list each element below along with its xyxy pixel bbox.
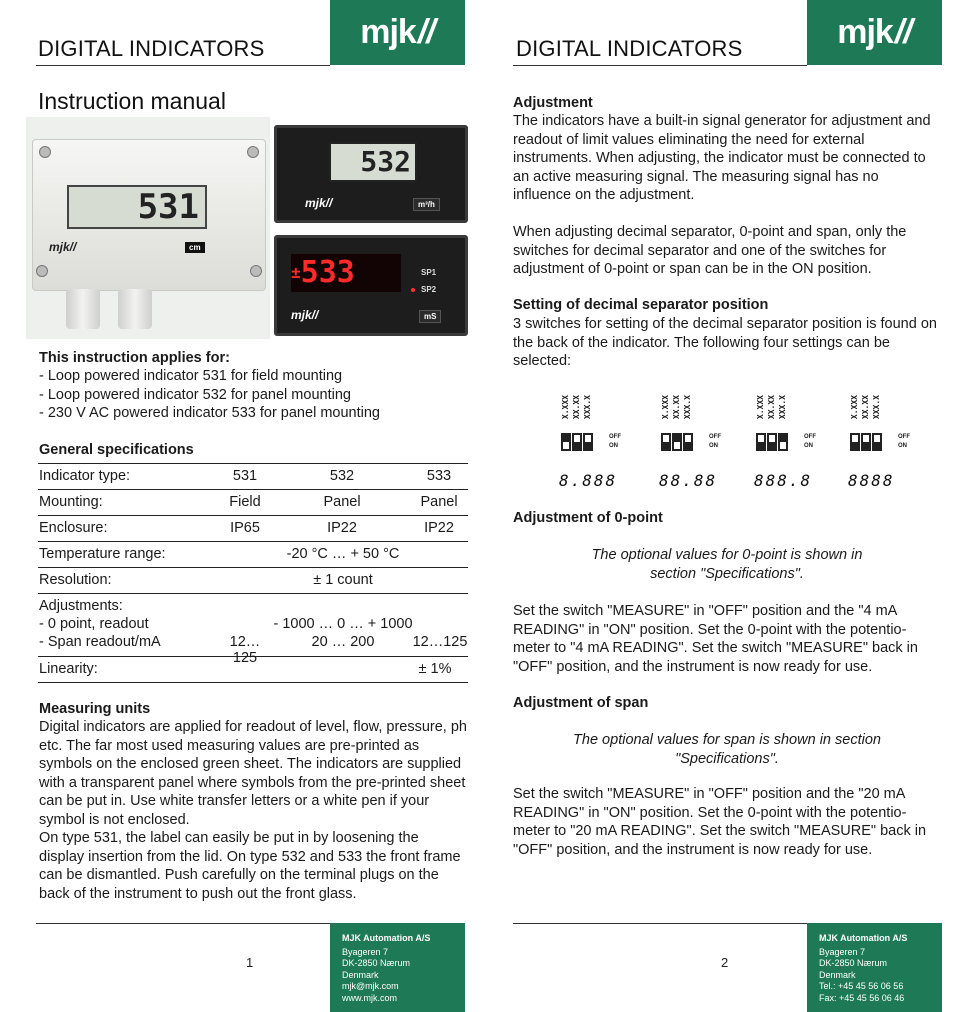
dip-switch-icon xyxy=(572,433,582,451)
units-heading: Measuring units xyxy=(39,701,151,717)
sign-indicator: ± xyxy=(291,263,301,282)
off-label: OFF xyxy=(898,434,910,440)
applies-item: - 230 V AC powered indicator 533 for panel mounting xyxy=(39,405,380,421)
address-line: DK-2850 Nærum xyxy=(342,958,411,969)
switch-knob xyxy=(574,435,580,442)
spec-cell: 20 … 200 xyxy=(311,634,375,650)
lcd-display: 532 xyxy=(329,142,417,182)
spec-cell: IP22 xyxy=(327,520,357,536)
span-note: The optional values for span is shown in section "Specifications". xyxy=(573,732,881,767)
spec-cell: Panel xyxy=(323,494,361,510)
on-label: ON xyxy=(609,443,618,449)
spec-row-resolution xyxy=(38,568,468,594)
logo-slashes: // xyxy=(417,13,435,51)
switch-label: X.XXX xyxy=(850,395,859,420)
footer-rule xyxy=(513,923,807,924)
spec-table xyxy=(38,463,468,683)
unit-label: cm xyxy=(185,242,205,253)
switch-label: XXX.X xyxy=(872,395,881,420)
photo-indicator-532 xyxy=(274,125,468,223)
dip-switch-icon xyxy=(683,433,693,451)
spec-row-indicator xyxy=(38,463,468,490)
switch-label: XXX.X xyxy=(683,395,692,420)
dip-switch-setting xyxy=(756,395,826,455)
header-rule xyxy=(513,65,807,66)
setpoint-2-label: SP2 xyxy=(421,285,437,294)
brand-mark: mjk// xyxy=(305,196,333,210)
on-label: ON xyxy=(898,443,907,449)
span-body: Set the switch "MEASURE" in "OFF" position and the "20 mA READING" in "ON" position. Set the 0-point with the potentio-meter to "20 mA READING". Set the switch "MEASURE" back in "OFF" position, and the instrument is now ready for use. xyxy=(513,786,927,858)
switch-label: XXX.X xyxy=(583,395,592,420)
spec-row-temperature xyxy=(38,542,468,568)
cable-gland-icon xyxy=(118,289,152,329)
dip-switch-setting xyxy=(661,395,731,455)
phone-line: Tel.: +45 45 56 06 56 xyxy=(819,981,904,992)
off-label: OFF xyxy=(709,434,721,440)
span-heading: Adjustment of span xyxy=(513,695,649,711)
spec-label: Linearity: xyxy=(39,661,98,677)
switch-label: XX.XX xyxy=(572,395,581,420)
switch-label: XX.XX xyxy=(861,395,870,420)
on-label: ON xyxy=(709,443,718,449)
photo-indicator-531 xyxy=(26,117,270,339)
page-number: 2 xyxy=(721,955,729,970)
decimal-heading: Setting of decimal separator position xyxy=(513,297,769,313)
dip-switch-icon xyxy=(672,433,682,451)
dip-switch-setting xyxy=(850,395,920,455)
spec-cell: - 1000 … 0 … + 1000 xyxy=(273,616,413,632)
display-readout: 888.8 xyxy=(754,471,813,490)
spec-label: Mounting: xyxy=(39,494,103,510)
zero-heading: Adjustment of 0-point xyxy=(513,510,663,526)
spec-row-adjustments xyxy=(38,594,468,666)
switch-label: XXX.X xyxy=(778,395,787,420)
setpoint-1-label: SP1 xyxy=(421,268,437,277)
company-name: MJK Automation A/S xyxy=(342,933,431,943)
spec-row-mounting xyxy=(38,490,468,516)
spec-cell: ± 1% xyxy=(418,661,452,677)
unit-label: m³/h xyxy=(413,198,440,211)
spec-label: - Span readout/mA xyxy=(39,634,161,650)
spec-cell: 531 xyxy=(232,468,258,484)
spec-cell: Field xyxy=(229,494,261,510)
fax-line: Fax: +45 45 56 06 46 xyxy=(819,992,905,1003)
screw-icon xyxy=(36,265,48,277)
switch-knob xyxy=(863,435,869,442)
spec-label: Adjustments: xyxy=(39,598,123,614)
spec-cell: 12…125 xyxy=(229,634,261,666)
spec-cell: ± 1 count xyxy=(313,572,373,588)
led-digits: 533 xyxy=(300,255,355,290)
zero-note: The optional values for 0-point is shown in section "Specifications". xyxy=(591,547,863,582)
switch-knob xyxy=(674,442,680,449)
address-line: DK-2850 Nærum xyxy=(819,958,888,969)
footer-rule xyxy=(36,923,330,924)
off-label: OFF xyxy=(609,434,621,440)
screw-icon xyxy=(39,146,51,158)
header-rule xyxy=(36,65,330,66)
switch-knob xyxy=(585,435,591,442)
led-display xyxy=(291,254,401,292)
switch-knob xyxy=(758,435,764,442)
applies-item: - Loop powered indicator 532 for panel mounting xyxy=(39,387,351,403)
display-readout: 88.88 xyxy=(659,471,718,490)
spec-cell: Panel xyxy=(420,494,458,510)
adjustment-heading: Adjustment xyxy=(513,95,593,111)
company-name: MJK Automation A/S xyxy=(819,933,908,943)
spec-row-linearity xyxy=(38,657,468,683)
spec-label: Resolution: xyxy=(39,572,112,588)
logo-text: mjk xyxy=(360,13,416,51)
address-line: Byageren 7 xyxy=(342,946,389,957)
switch-knob xyxy=(852,435,858,442)
switch-knob xyxy=(769,435,775,442)
mjk-logo xyxy=(330,0,465,65)
dip-switch-icon xyxy=(778,433,788,451)
company-address xyxy=(807,923,942,1012)
logo-slashes: // xyxy=(894,13,912,51)
off-label: OFF xyxy=(804,434,816,440)
dip-switch-icon xyxy=(861,433,871,451)
switch-label: X.XXX xyxy=(756,395,765,420)
dip-switch-icon xyxy=(583,433,593,451)
spec-cell: IP65 xyxy=(230,520,260,536)
switch-label: XX.XX xyxy=(672,395,681,420)
dip-switch-icon xyxy=(850,433,860,451)
email-link[interactable]: mjk@mjk.com xyxy=(342,981,399,992)
switch-knob xyxy=(685,435,691,442)
spec-label: Indicator type: xyxy=(39,468,131,484)
screw-icon xyxy=(250,265,262,277)
brand-mark: mjk// xyxy=(291,308,319,322)
adjustment-body: When adjusting decimal separator, 0-point and span, only the switches for decimal separator and one of the switches for adjustment of 0-point or span can be in the ON position. xyxy=(513,224,907,278)
page-header: DIGITAL INDICATORS xyxy=(516,36,743,61)
switch-knob xyxy=(874,435,880,442)
unit-label: mS xyxy=(419,310,441,323)
dip-switch-icon xyxy=(872,433,882,451)
spec-label: Enclosure: xyxy=(39,520,108,536)
switch-label: X.XXX xyxy=(561,395,570,420)
page-header: DIGITAL INDICATORS xyxy=(38,36,265,61)
page-number: 1 xyxy=(246,955,254,970)
spec-cell: 533 xyxy=(426,468,452,484)
switch-knob xyxy=(563,442,569,449)
dip-switch-icon xyxy=(767,433,777,451)
spec-cell: IP22 xyxy=(424,520,454,536)
led-indicator-icon xyxy=(411,288,415,292)
page-2 xyxy=(477,0,954,1012)
units-body: Digital indicators are applied for readout of level, flow, pressure, ph etc. The far most used measuring values are pre-printed as symbols on the enclosed green sheet. The indicators are supplied with a transparent panel where symbols from the pre-printed sheet can be put in. Use white transfer letters or a white pen if your symbol is not enclosed. xyxy=(39,719,467,828)
brand-mark: mjk// xyxy=(49,240,77,254)
website-link[interactable]: www.mjk.com xyxy=(342,992,398,1003)
enclosure-lid xyxy=(32,139,266,291)
address-line: Denmark xyxy=(342,969,379,980)
zero-body: Set the switch "MEASURE" in "OFF" position and the "4 mA READING" in "ON" position. Set the 0-point with the potentio-meter to "4 mA READING". Set the switch "MEASURE" back in "OFF" position, and the instrument is now ready for use. xyxy=(513,603,918,675)
dip-switch-icon xyxy=(561,433,571,451)
mjk-logo xyxy=(807,0,942,65)
dip-switch-icon xyxy=(756,433,766,451)
dip-switch-setting xyxy=(561,395,631,455)
switch-knob xyxy=(780,442,786,449)
address-line: Byageren 7 xyxy=(819,946,866,957)
spec-cell: 532 xyxy=(329,468,355,484)
cable-gland-icon xyxy=(66,289,100,329)
switch-label: XX.XX xyxy=(767,395,776,420)
logo-text: mjk xyxy=(837,13,893,51)
adjustment-body: The indicators have a built-in signal generator for adjustment and readout of limit values eliminating the need for external instruments. When adjusting, the indicator must be connected to an active measuring signal. The measuring signal has no influence on the adjustment. xyxy=(513,113,931,204)
display-readout: 8.888 xyxy=(559,471,618,490)
lcd-display: 531 xyxy=(67,185,207,229)
spec-cell: -20 °C … + 50 °C xyxy=(286,546,400,562)
display-readout: 8888 xyxy=(848,471,895,490)
spec-row-enclosure xyxy=(38,516,468,542)
photo-indicator-533 xyxy=(274,235,468,336)
company-address xyxy=(330,923,465,1012)
spec-label: Temperature range: xyxy=(39,546,166,562)
spec-label: - 0 point, readout xyxy=(39,616,149,632)
applies-heading: This instruction applies for: xyxy=(39,350,230,366)
address-line: Denmark xyxy=(819,969,856,980)
applies-item: - Loop powered indicator 531 for field mounting xyxy=(39,368,343,384)
dip-switch-icon xyxy=(661,433,671,451)
switch-knob xyxy=(663,435,669,442)
specs-heading: General specifications xyxy=(39,442,194,458)
screw-icon xyxy=(247,146,259,158)
decimal-body: 3 switches for setting of the decimal separator position is found on the back of the indicator. The following four settings can be selected: xyxy=(513,316,937,370)
units-body: On type 531, the label can easily be put in by loosening the display insertion from the lid. On type 532 and 533 the front frame can be dismantled. Push carefully on the terminal plugs on the back of the instrument to push out the front glass. xyxy=(39,830,461,902)
manual-title: Instruction manual xyxy=(38,88,226,114)
on-label: ON xyxy=(804,443,813,449)
spec-cell: 12…125 xyxy=(412,634,468,650)
switch-label: X.XXX xyxy=(661,395,670,420)
